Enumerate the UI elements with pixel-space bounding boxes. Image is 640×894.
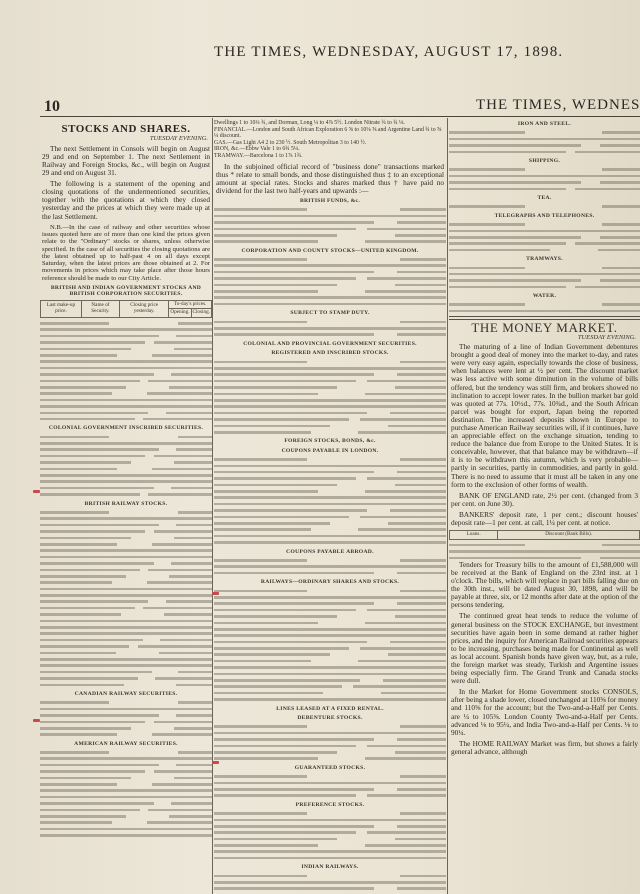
section-stamp-duty: SUBJECT TO STAMP DUTY.	[290, 310, 370, 317]
illegible-row	[214, 301, 446, 307]
section-coupons-london: COUPONS PAYABLE IN LONDON.	[281, 447, 379, 454]
quote-rows	[214, 873, 446, 892]
settlement-paragraph: The next Settlement in Consols will begin on August 29 and end on September 1. The next Settlement in Railway and Foreign Stocks, &c., will begin on August 29 and end on August 31.	[42, 143, 210, 178]
section-debenture: DEBENTURE STOCKS.	[297, 715, 363, 721]
illegible-row	[214, 238, 446, 244]
col-header-closing-today: Closing.	[191, 309, 211, 318]
money-market-column	[449, 118, 640, 894]
section-telegraphs: TELEGRAPHS AND TELEPHONES.	[494, 212, 595, 219]
money-paragraph-2: BANK OF ENGLAND rate, 2½ per cent. (changed from 3 per cent. on June 30).	[451, 490, 638, 508]
quote-rows	[214, 256, 446, 307]
money-paragraph-4: Tenders for Treasury bills to the amount of £1,588,000 will be received at the Bank of England on the 23rd inst. at 1 o'clock. The bills, which will replace in part bills falling due on the 30th inst., will be dated August 30, 1898, and will be payable at three, six, or 12 months after date at the option of the persons tendering.	[451, 559, 638, 610]
quote-rows	[449, 265, 640, 291]
business-done-column	[214, 118, 446, 894]
stock-table-header	[40, 300, 212, 318]
illegible-row	[214, 539, 446, 545]
section-indian-railways: INDIAN RAILWAYS.	[301, 864, 359, 871]
section-coupons-abroad: COUPONS PAYABLE ABROAD.	[286, 548, 374, 555]
section-canadian: CANADIAN RAILWAY SECURITIES.	[74, 690, 178, 697]
section-colonial: COLONIAL GOVERNMENT INSCRIBED SECURITIES.	[48, 425, 204, 432]
quote-rows	[214, 810, 446, 861]
quote-rows	[449, 129, 640, 155]
quote-rows	[449, 221, 640, 253]
next-page-masthead: THE TIMES, WEDNES	[476, 97, 640, 113]
stocks-heading: STOCKS AND SHARES.	[61, 123, 191, 135]
illegible-row	[214, 885, 446, 891]
margin-mark	[212, 592, 219, 595]
section-british-funds: BRITISH FUNDS, &c.	[299, 197, 361, 204]
margin-mark	[212, 761, 219, 764]
section-tea: TEA.	[537, 194, 552, 201]
money-dateline: TUESDAY EVENING.	[577, 333, 636, 341]
quote-rows	[214, 588, 446, 703]
illegible-row	[214, 331, 446, 337]
quote-rows	[449, 203, 640, 209]
section-tramways: TRAMWAYS.	[526, 256, 563, 263]
section-water: WATER.	[532, 293, 557, 300]
stock-rows	[40, 320, 212, 422]
quote-rows	[214, 319, 446, 338]
section-colonial-provincial: COLONIAL AND PROVINCIAL GOVERNMENT SECURITIES.	[243, 340, 417, 347]
column-divider	[447, 118, 448, 894]
rates-header-discount: Discount (Bank Bills).	[498, 531, 640, 540]
section-registered: REGISTERED AND INSCRIBED STOCKS.	[271, 350, 389, 357]
money-market-heading: THE MONEY MARKET.	[471, 320, 618, 336]
col-header-opening: Opening.	[169, 309, 191, 318]
illegible-row	[214, 792, 446, 798]
market-note: Dwellings 1 to 10¼ ¾, and Dorman, Long ¼ to 4⅞ 5½. London Nitrate ¾ to ¾ ⅛.	[214, 120, 405, 126]
illegible-row	[40, 832, 212, 838]
page-number: 10	[44, 98, 60, 115]
section-american: AMERICAN RAILWAY SECURITIES.	[74, 740, 178, 747]
market-note: IRON, &c.—Ebbw Vale 1 to 6¾ 5¼.	[214, 146, 300, 153]
quote-rows	[214, 206, 446, 244]
section-shipping: SHIPPING.	[528, 157, 561, 164]
section-leased-lines: LINES LEASED AT A FIXED RENTAL.	[276, 705, 384, 712]
rate-rows	[449, 542, 640, 561]
business-done-paragraph: In the subjoined official record of "business done" transactions marked thus * relate to small bonds, and those distinguished thus ‡ to an exceptional amount at special rates. Stocks and shares marked thus † have paid no dividend for the last two half-years and upwards :—	[216, 161, 444, 195]
stock-rows	[40, 699, 212, 737]
stock-rows	[40, 434, 212, 498]
margin-mark	[33, 490, 40, 493]
illegible-row	[449, 203, 640, 209]
column-divider	[212, 118, 213, 894]
illegible-row	[449, 247, 640, 253]
table-title: BRITISH AND INDIAN GOVERNMENT STOCKS AND BRITISH CORPORATION SECURITIES.	[50, 285, 202, 298]
rates-table	[449, 530, 640, 540]
quote-rows	[449, 301, 640, 314]
market-note: GAS.—Gas Light A4 2 to 230 ½. South Metropolitan 3 to 140 ½.	[214, 139, 367, 146]
margin-mark	[33, 719, 40, 722]
money-paragraph-1: The maturing of a line of Indian Government debentures brought a good deal of money into the market to-day, and rates were very easy again, especially towards the close of business, when balances were lent at ½ per cent. The discount market was less active with some diminution in the volume of bills offered, but the tendency was still firm, and brokers showed no inclination to accept lower rates. In the bullion market bar gold was quoted at 77s. 10½d., 77s. 10¾d., and the South African parcel was bought for export, Japan being the reported destination. The increased deposits shown in Europe to purchase American Railway securities will, if it continues, have an appreciable effect on the exchange situation, tending to reduce the balance due from Europe to the United States. It is conceivable, however, that that balance may be withdrawn—if it is to be withdrawn this autumn, which is very probable—partly in securities, partly in commodities, and partly in gold. There is no need to assume that it must all be taken in any one form to the exclusion of other forms of wealth.	[451, 342, 638, 489]
stocks-column	[40, 118, 212, 894]
illegible-row	[449, 149, 640, 155]
section-railways-ordinary: RAILWAYS—ORDINARY SHARES AND STOCKS.	[260, 579, 400, 586]
stock-rows	[40, 749, 212, 838]
illegible-row	[214, 855, 446, 861]
illegible-row	[449, 284, 640, 290]
money-paragraph-6: In the Market for Home Government stocks CONSOLS, after being a shade lower, closed unchanged at 110⅜ for money and 110⅝ for the account; but the Two-and-a-Half per Cents. are ¼ to 105⅜. London County Two-and-a-Half per Cents. advanced ⅛ to 95¼, and India Two-and-a-Half per Cents. ⅛ to 90¼.	[451, 687, 638, 737]
illegible-row	[214, 755, 446, 761]
section-corporation: CORPORATION AND COUNTY STOCKS—UNITED KINGDOM.	[241, 247, 419, 254]
market-note: TRAMWAY.—Barcelona 1 to 1⅞ 1¾.	[214, 152, 303, 159]
money-paragraph-3: BANKERS' deposit rate, 1 per cent.; discount houses' deposit rate—1 per cent. at call, 1¼ per cent. at notice.	[451, 509, 638, 528]
illegible-row	[40, 416, 212, 422]
header-rule	[40, 116, 640, 117]
section-iron-steel: IRON AND STEEL.	[517, 121, 572, 127]
stocks-dateline: TUESDAY EVENING.	[149, 135, 208, 143]
col-header-name: Name of Security.	[81, 300, 119, 317]
stock-rows	[40, 509, 212, 688]
quote-rows	[214, 557, 446, 576]
nb-paragraph: N.B.—In the case of railway and other securities whose issues quoted here are of more than one kind the prices given relate to the "Ordinary" stocks or shares, unless otherwise specified. In the case of all securities the closing quotations are the latest obtained up to half-past 4 on all days except Saturday, when the latest prices are those obtained at 2. For movements in prices which may take place after those hours reference should be made to our City Article.	[42, 223, 210, 282]
col-header-today: To-day's prices.	[169, 300, 212, 309]
quote-rows	[214, 723, 446, 761]
section-preference: PREFERENCE STOCKS.	[295, 801, 365, 808]
market-note: FINANCIAL.—London and South African Exploration 6 ⅝ to 10⅛ ⅝ and Argentine Land ¾ to ⅝ ¼ discount.	[214, 126, 442, 140]
quote-rows	[449, 166, 640, 192]
section-foreign: FOREIGN STOCKS, BONDS, &c.	[284, 438, 376, 445]
quote-rows	[214, 456, 446, 545]
masthead-title: THE TIMES, WEDNESDAY, AUGUST 17, 1898.	[214, 44, 564, 60]
rates-header-loans: Loans.	[450, 531, 498, 540]
money-paragraph-7: The HOME RAILWAY Market was firm, but shows a fairly general advance, although	[451, 738, 638, 756]
col-header-last: Last make-up price.	[41, 300, 82, 317]
illegible-row	[449, 186, 640, 192]
illegible-row	[214, 696, 446, 702]
section-british-rail: BRITISH RAILWAY STOCKS.	[84, 500, 168, 507]
quote-rows	[214, 773, 446, 799]
illegible-row	[40, 491, 212, 497]
money-paragraph-5: The continued great heat tends to reduce the volume of general business on the STOCK EXCHANGE, but investment securities have again been in some demand at rather higher prices, and the inquiry for American Railroad securities appears to be increasing, purchases being made for Continental as well as local account. Spanish bonds have given way, but, as a rule, the foreign market was steady, Turkish and Argentine issues being especially firm. The Grand Trunk and Canada stocks were dull.	[451, 611, 638, 686]
statement-paragraph: The following is a statement of the opening and closing quotations of the undermentioned securities, together with the quotations at which they closed yesterday and the prices at which they were made up at the last Settlement.	[42, 179, 210, 221]
illegible-row	[214, 429, 446, 435]
quote-rows	[214, 359, 446, 436]
section-guaranteed: GUARANTEED STOCKS.	[294, 764, 366, 771]
illegible-row	[40, 682, 212, 688]
illegible-row	[40, 731, 212, 737]
illegible-row	[449, 308, 640, 314]
col-header-closing: Closing price yesterday.	[120, 300, 169, 317]
illegible-row	[214, 570, 446, 576]
